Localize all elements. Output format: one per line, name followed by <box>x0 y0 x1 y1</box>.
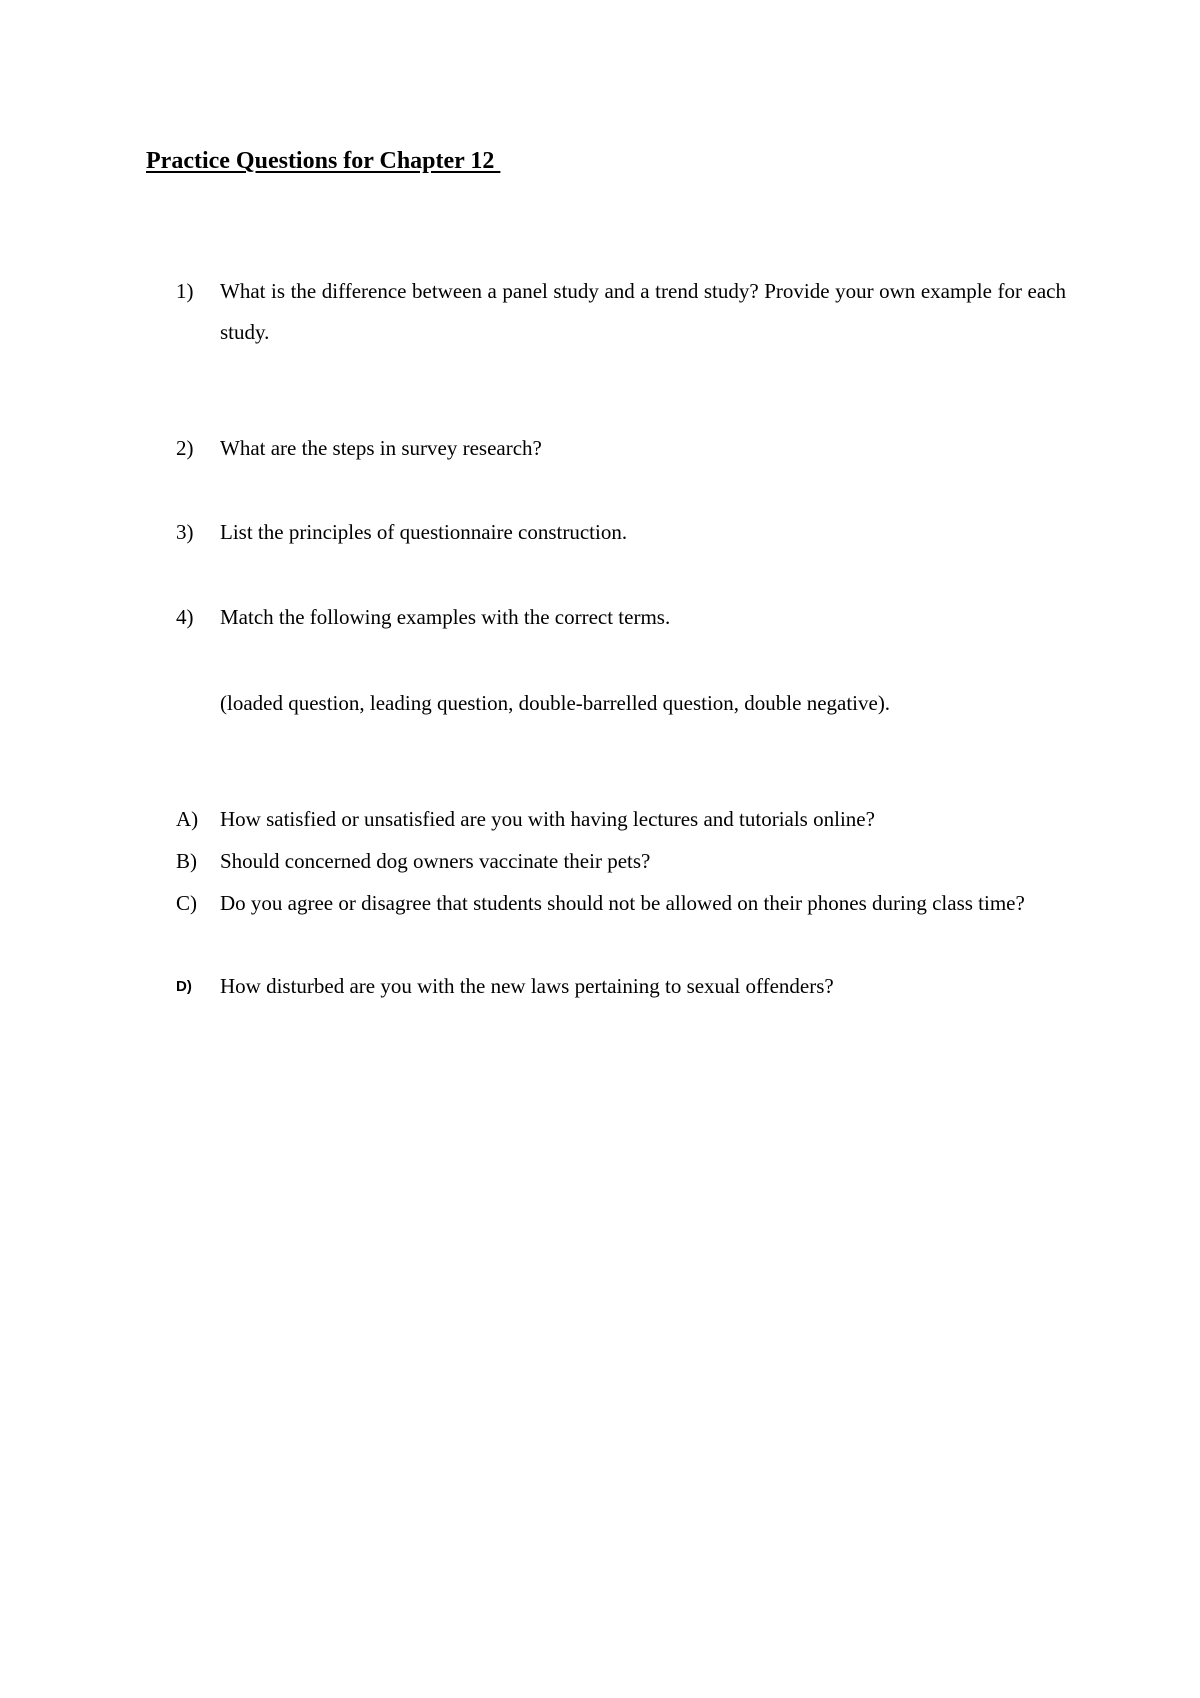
question-1 <box>176 271 1066 353</box>
question-3 <box>176 512 1066 553</box>
question-text: Match the following examples with the correct terms. <box>220 605 671 629</box>
example-text: How disturbed are you with the new laws pertaining to sexual offenders? <box>220 974 834 998</box>
question-number: 2) <box>176 436 194 460</box>
question-4 <box>176 597 1066 638</box>
example-text: Do you agree or disagree that students should not be allowed on their phones during class time? <box>220 891 1025 915</box>
example-text: Should concerned dog owners vaccinate their pets? <box>220 849 651 873</box>
example-a <box>176 799 1066 840</box>
example-b <box>176 841 1066 882</box>
example-label: B) <box>176 849 197 873</box>
example-label: A) <box>176 807 199 831</box>
example-text: How satisfied or unsatisfied are you with having lectures and tutorials online? <box>220 807 875 831</box>
page-title: Practice Questions for Chapter 12 <box>146 148 501 174</box>
question-number: 4) <box>176 605 194 629</box>
question-text: What is the difference between a panel study and a trend study? Provide your own example for each study. <box>220 279 1066 344</box>
example-c <box>176 883 1066 924</box>
example-label: D) <box>176 978 192 995</box>
question-text: List the principles of questionnaire construction. <box>220 520 628 544</box>
question-number: 1) <box>176 279 194 303</box>
example-label: C) <box>176 891 197 915</box>
question-2 <box>176 428 1066 469</box>
question-text: What are the steps in survey research? <box>220 436 542 460</box>
question-number: 3) <box>176 520 194 544</box>
terms-list: (loaded question, leading question, double-barrelled question, double negative). <box>220 691 891 715</box>
example-d <box>176 966 1066 1007</box>
